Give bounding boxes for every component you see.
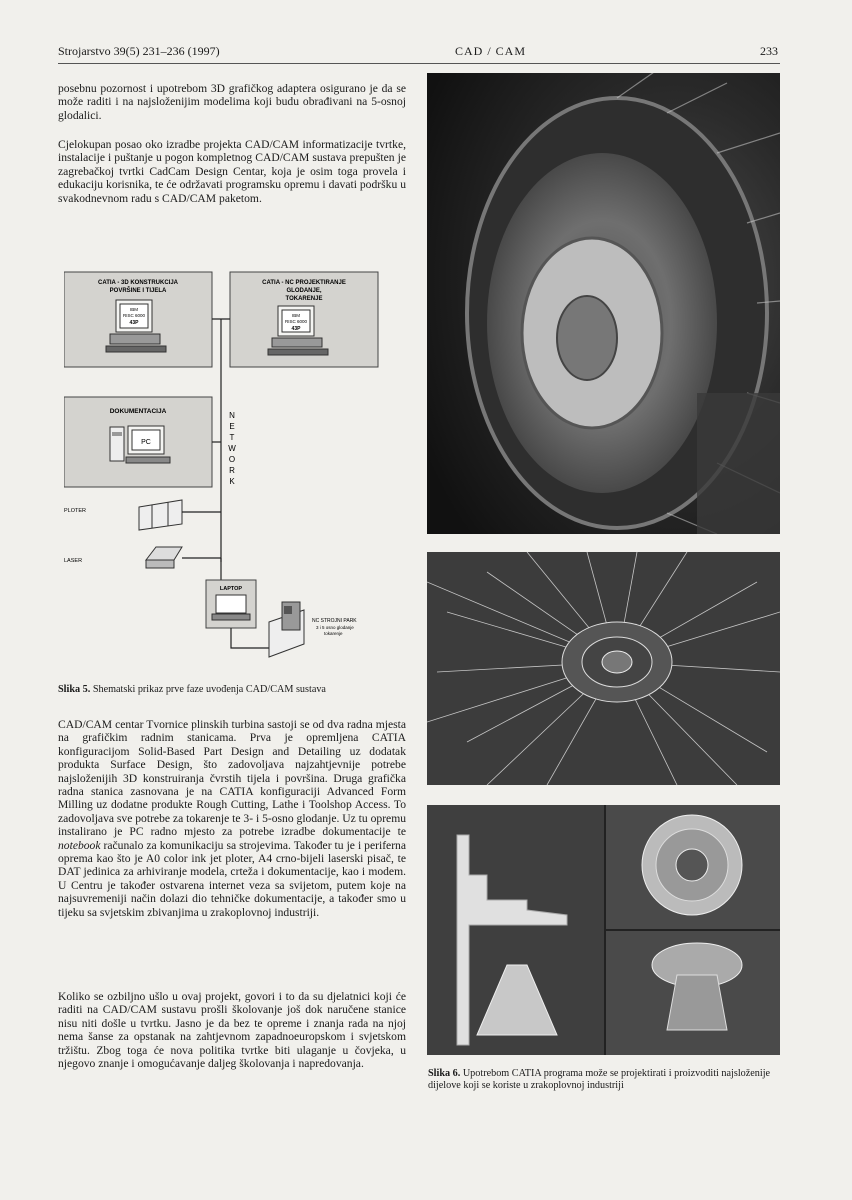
laptop-label: LAPTOP xyxy=(219,586,243,592)
nc-label-3: tokarenje xyxy=(324,631,343,636)
paragraph-1: posebnu pozornost i upotrebom 3D grafičkog adaptera osigurano je da se može raditi i na najsloženijim modelima koji budu obrađivani na 5-osnoj glodalici. xyxy=(58,82,406,122)
ws2-l2: RISC 6000 xyxy=(284,319,308,324)
ws1-l2: RISC 6000 xyxy=(122,313,146,318)
pc-icon xyxy=(110,426,170,463)
svg-text:W: W xyxy=(228,444,236,453)
catia-nc-label-3: TOKARENJE xyxy=(285,296,323,302)
header-rule xyxy=(58,63,780,64)
network-diagram xyxy=(64,262,400,667)
network-label xyxy=(228,411,236,486)
wireframe-blisk-render xyxy=(427,552,780,785)
plotter-label: PLOTER xyxy=(64,508,87,514)
cad-renders-panel xyxy=(427,805,780,1055)
nc-label-2: 3 i 5 osno glodanje xyxy=(316,625,354,630)
svg-text:K: K xyxy=(229,477,235,486)
plotter-icon xyxy=(139,500,182,530)
page-number: 233 xyxy=(760,44,778,58)
journal-reference: Strojarstvo 39(5) 231–236 (1997) xyxy=(58,44,220,58)
laser-label: LASER xyxy=(64,558,83,564)
nc-label-1: NC STROJNI PARK xyxy=(312,618,357,624)
catia-3d-label-2: POVRŠINE I TIJELA xyxy=(109,288,167,294)
svg-text:T: T xyxy=(229,433,235,442)
documentation-label: DOKUMENTACIJA xyxy=(109,408,167,415)
svg-text:R: R xyxy=(229,466,235,475)
ws1-l1: IBM xyxy=(129,307,139,312)
svg-text:E: E xyxy=(229,422,235,431)
nc-machine-icon xyxy=(269,602,304,657)
section-title: CAD / CAM xyxy=(455,44,527,58)
svg-text:O: O xyxy=(228,455,236,464)
pc-label: PC xyxy=(141,439,151,446)
ws2-l3: 43P xyxy=(291,326,301,332)
turbine-disk-photo xyxy=(427,73,780,534)
laptop-icon xyxy=(212,595,250,620)
figure-5-caption: Slika 5. Shematski prikaz prve faze uvođenja CAD/CAM sustava xyxy=(58,684,326,695)
catia-3d-label-1: CATIA - 3D KONSTRUKCIJA xyxy=(97,280,179,286)
catia-nc-label-2: GLODANJE, xyxy=(286,288,322,294)
paragraph-3: CAD/CAM centar Tvornice plinskih turbina sastoji se od dva radna mjesta na grafičkim radnim stanicama. Prva je opremljena CATIA konfiguracijom Solid-Based Part Design and Detailing uz dodatak produkta Surface Design, što zadovoljava najzahtjevnije potrebe najsloženijih 3D konstruiranja čvrstih tijela i površina. Druga grafička radna stanica zasnovana je na CATIA konfiguraciji Advanced Form Milling uz dodatne produkte Rough Cutting, Lathe i Toolshop Access. To zadovoljava sve potrebe za tokarenje te 3- i 5-osno glodanje. Uz tu opremu instalirano je PC radno mjesto za potrebe izradbe dokumentacije te notebook računalo za komunikaciju sa strojevima. Također tu je i periferna oprema kao što je A0 color ink jet ploter, A4 crno-bijeli laserski pisač, te DAT jedinica za arhiviranje modela, crteža i dokumentacije, kao i modem. U Centru je također ostvarena internet veza sa svijetom, putem koje na najsuvremeniji način dolazi dio tehničke dokumentacije, a također smo u tijeku sa svjetskim zbivanjima u zrakoplovnoj industriji. xyxy=(58,718,407,919)
svg-text:N: N xyxy=(229,411,235,420)
paragraph-4: Koliko se ozbiljno ušlo u ovaj projekt, govori i to da su djelatnici koji će raditi na CAD/CAM sustavu prošli školovanje još dok naručene stanice nisu niti došle u tvrtku. Jasno je da bez te opreme i znanja rada na njoj nema šanse za opstanak na zahtjevnom zapadnoeuropskom i svjetskom tržištu. Zbog toga će nova politika tvrtke biti ulaganje u čovjeka, u njegovo znanje i omogućavanje daljeg školovanja i napredovanja. xyxy=(58,990,406,1071)
catia-nc-label-1: CATIA - NC PROJEKTIRANJE xyxy=(262,280,346,286)
paragraph-2: Cjelokupan posao oko izradbe projekta CAD/CAM informatizacije tvrtke, instalacije i puštanje u pogon kompletnog CAD/CAM sustava prepušten je zagrebačkoj tvrtki CadCam Design Centar, koja je osim toga provela i edukaciju korisnika, te će održavati programsku opremu i davati podršku u svakodnevnom radu s CAD/CAM paketom. xyxy=(58,138,406,205)
laser-printer-icon xyxy=(146,547,182,568)
figure-6-caption: Slika 6. Upotrebom CATIA programa može se projektirati i proizvoditi najsloženije dijelove koji se koriste u zrakoplovnoj industriji xyxy=(428,1068,771,1091)
ws2-l1: IBM xyxy=(291,313,301,318)
ws1-l3: 43P xyxy=(129,320,139,326)
